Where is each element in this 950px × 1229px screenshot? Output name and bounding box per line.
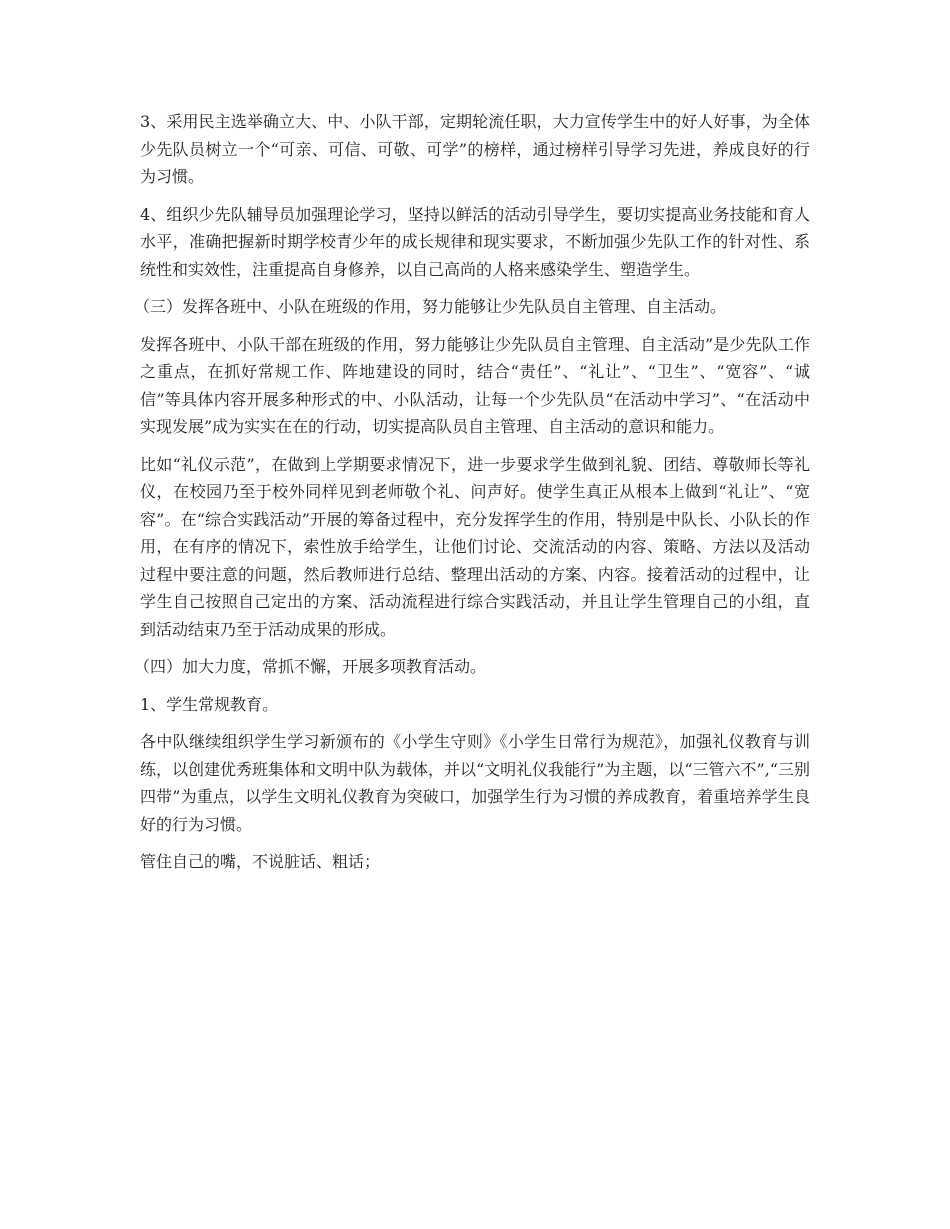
subheading-routine-education: 1、学生常规教育。 xyxy=(140,694,279,714)
paragraph-etiquette-example: 比如“礼仪示范”，在做到上学期要求情况下，进一步要求学生做到礼貌、团结、尊敬师长等礼仪，在校园乃至于校外同样见到老师敬个礼、问声好。使学生真正从根本上做到“礼让”、“宽容”。在“综合实践活动”开展的筹备过程中，充分发挥学生的作用，特别是中队长、小队长的作用，在有序的情况下，索性放手给学生，让他们讨论、交流活动的内容、策略、方法以及活动过程中要注意的问题，然后教师进行总结、整理出活动的方案、内容。接着活动的过程中，让学生自己按照自己定出的方案、活动流程进行综合实践活动，并且让学生管理自己的小组，直到活动结束乃至于活动成果的形成。 xyxy=(140,454,810,639)
paragraph-item-3-cadre-election: 3、采用民主选举确立大、中、小队干部，定期轮流任职，大力宣传学生中的好人好事，为全体少先队员树立一个“可亲、可信、可敬、可学”的榜样，通过榜样引导学习先进，养成良好的行为习惯。 xyxy=(140,112,810,186)
paragraph-item-4-counselor-training: 4、组织少先队辅导员加强理论学习，坚持以鲜活的活动引导学生，要切实提高业务技能和育人水平，准确把握新时期学校青少年的成长规律和现实要求，不断加强少先队工作的针对性、系统性和实效性，注重提高自身修养，以自己高尚的人格来感染学生、塑造学生。 xyxy=(140,204,810,279)
paragraph-self-management: 发挥各班中、小队干部在班级的作用，努力能够让少先队员自主管理、自主活动”是少先队工作之重点，在抓好常规工作、阵地建设的同时，结合“责任”、“礼让”、“卫生”、“宽容”、“诚信”等具体内容开展多种形式的中、小队活动，让每一个少先队员“在活动中学习”、“在活动中实现发展”成为实实在在的行动，切实提高队员自主管理、自主活动的意识和能力。 xyxy=(140,334,810,436)
section-heading-3: （三）发挥各班中、小队在班级的作用，努力能够让少先队员自主管理、自主活动。 xyxy=(134,297,727,316)
section-heading-4: （四）加大力度，常抓不懈，开展多项教育活动。 xyxy=(134,657,487,676)
paragraph-routine-education: 各中队继续组织学生学习新颁布的《小学生守则》《小学生日常行为规范》，加强礼仪教育与训练，以创建优秀班集体和文明中队为载体，并以“文明礼仪我能行”为主题，以“三管六不”,“三别四带”为重点，以学生文明礼仪教育为突破口，加强学生行为习惯的养成教育，着重培养学生良好的行为习惯。 xyxy=(140,732,810,834)
paragraph-mind-your-mouth: 管住自己的嘴，不说脏话、粗话； xyxy=(140,852,381,871)
document-page xyxy=(134,108,810,886)
